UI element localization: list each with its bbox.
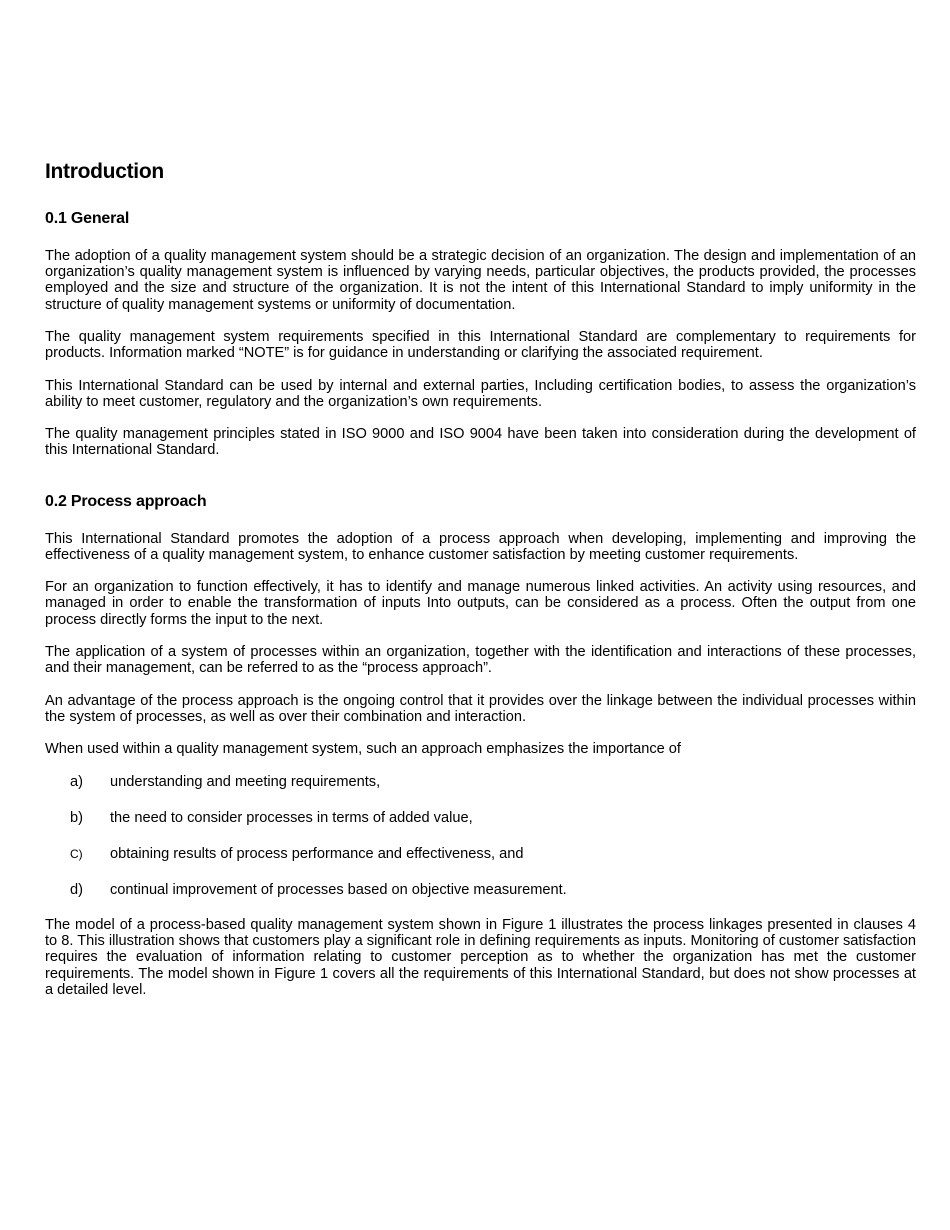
paragraph: The adoption of a quality management system should be a strategic decision of an organization. The design and implementation of an organization’s quality management system is influenced by varying needs, particular objectives, the products provided, the processes employed and the size and structure of the organization. It is not the intent of this International Standard to imply uniformity in the structure of quality management systems or uniformity of documentation. [45,248,916,313]
paragraph: For an organization to function effectively, it has to identify and manage numerous linked activities. An activity using resources, and managed in order to enable the transformation of inputs Into outputs, can be considered as a process. Often the output from one process directly forms the input to the next. [45,579,916,628]
paragraph: When used within a quality management system, such an approach emphasizes the importance of [45,741,681,758]
list-item [45,882,916,898]
list-marker: C) [70,846,83,861]
importance-list [45,774,916,898]
list-marker: b) [70,810,83,827]
paragraph: The quality management system requirements specified in this International Standard are complementary to requirements for products. Information marked “NOTE” is for guidance in understanding or clarifying the associated requirement. [45,329,916,362]
list-item-text: the need to consider processes in terms of added value, [110,810,473,827]
paragraph: The application of a system of processes within an organization, together with the identification and interactions of these processes, and their management, can be referred to as the “process approach”. [45,643,916,677]
section-heading-general: 0.1 General [45,210,130,227]
list-marker: a) [70,774,83,791]
paragraph: This International Standard can be used by internal and external parties, Including certification bodies, to assess the organization’s ability to meet customer, regulatory and the organization’s own requirements. [45,377,916,410]
paragraph: An advantage of the process approach is the ongoing control that it provides over the linkage between the individual processes within the system of processes, as well as over their combination and interaction. [45,692,916,725]
list-item [45,810,916,826]
paragraph: The quality management principles stated in ISO 9000 and ISO 9004 have been taken into consideration during the development of this International Standard. [45,426,916,459]
paragraph: This International Standard promotes the adoption of a process approach when developing, implementing and improving the effectiveness of a quality management system, to enhance customer satisfaction by meeting customer requirements. [45,530,916,563]
document-page [45,158,916,998]
list-item-text: continual improvement of processes based on objective measurement. [110,881,567,898]
section-heading-process-approach: 0.2 Process approach [45,492,207,510]
paragraph: The model of a process-based quality management system shown in Figure 1 illustrates the process linkages presented in clauses 4 to 8. This illustration shows that customers play a significant role in defining requirements as inputs. Monitoring of customer satisfaction requires the evaluation of information relating to customer perception as to whether the organization has met the customer requirements. The model shown in Figure 1 covers all the requirements of this International Standard, but does not show processes at a detailed level. [45,916,916,998]
list-item [45,774,916,790]
list-item-text: understanding and meeting requirements, [110,774,381,791]
page-title: Introduction [45,160,164,183]
list-item [45,846,916,862]
list-item-text: obtaining results of process performance and effectiveness, and [110,845,524,862]
list-marker: d) [70,881,83,898]
